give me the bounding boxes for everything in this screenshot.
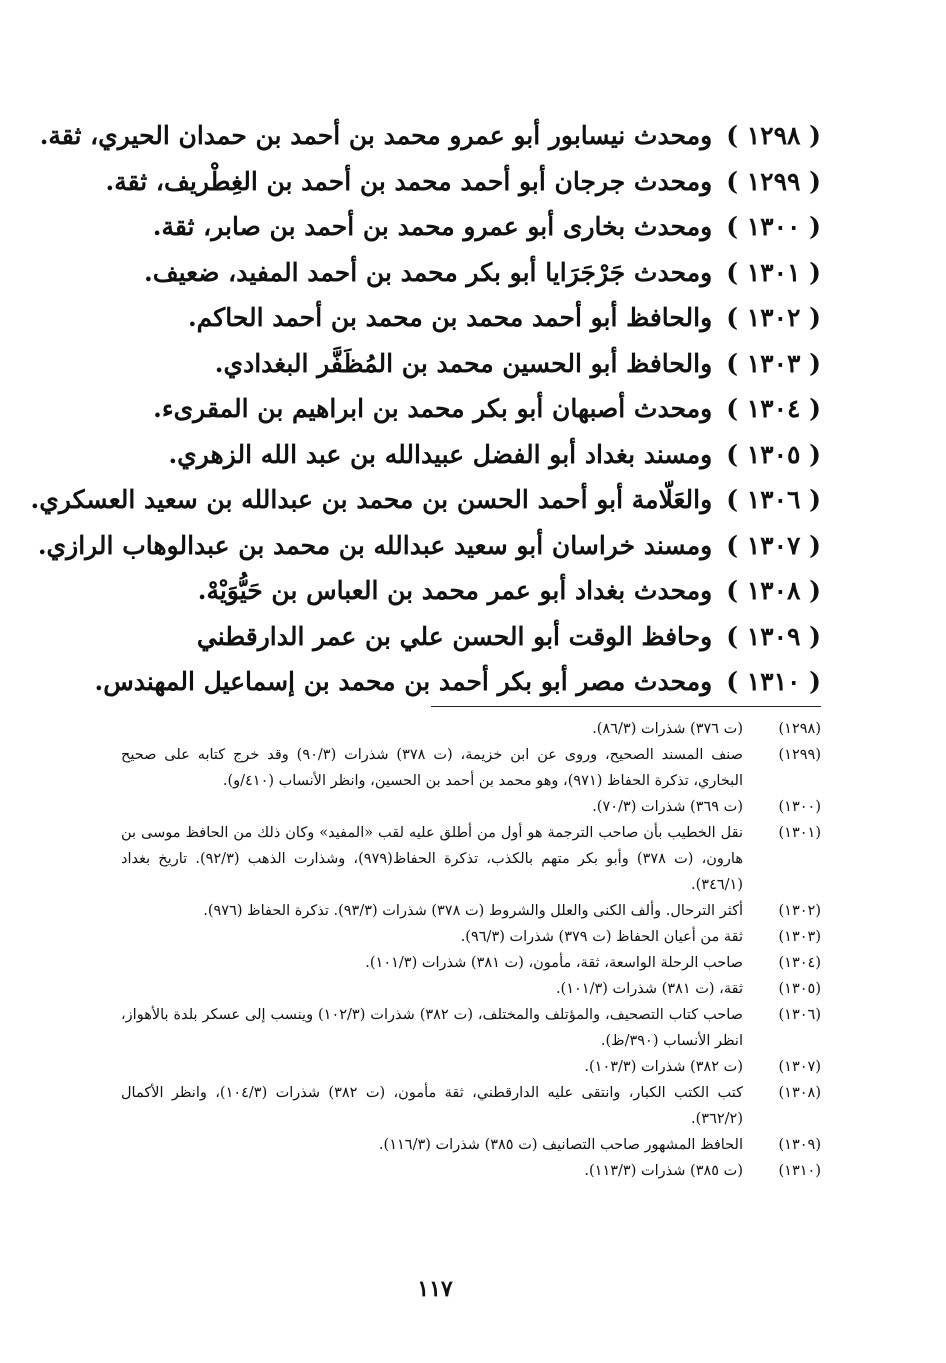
entry-1298 [39, 113, 821, 159]
footnote-1300 [121, 794, 821, 820]
entry-number: ( ١٣٠٠ ) [726, 212, 821, 241]
footnote-text: كتب الكتب الكبار، وانتقى عليه الدارقطني، ثقة مأمون، (ت ٣٨٢) شذرات (١٠٤/٣)، وانظر الأكمال (٣٦٢/٢). [121, 1085, 743, 1127]
footnote-number: (١٣٠٠) [778, 799, 821, 815]
footnote-text: صنف المسند الصحيح، وروى عن ابن خزيمة، (ت ٣٧٨) شذرات (٩٠/٣) وقد خرج كتابه على صحيح البخاري، تذكرة الحفاظ (٩٧١)، وهو محمد بن أحمد بن الحسين، وانظر الأنساب (٤١٠/و). [121, 747, 743, 789]
entry-text: والعَلّامة أبو أحمد الحسن بن محمد بن عبدالله بن سعيد العسكري. [30, 485, 713, 514]
footnote-1306 [121, 1002, 821, 1054]
entry-1302 [111, 295, 821, 341]
entry-text: والحافظ أبو أحمد محمد بن محمد بن أحمد الحاكم. [187, 303, 713, 332]
entry-text: ومسند خراسان أبو سعيد عبدالله بن محمد بن عبدالوهاب الرازي. [37, 530, 713, 560]
footnote-1309 [121, 1132, 821, 1158]
footnote-number: (١٣٠٦) [778, 1007, 821, 1023]
entry-number: ( ١٣٠٨ ) [726, 576, 821, 605]
footnote-text: نقل الخطيب بأن صاحب الترجمة هو أول من أطلق عليه لقب «المفيد» وكان ذلك من الحافظ موسى بن هارون، (ت ٣٧٨) وأبو بكر متهم بالكذب، تذكرة الحفاظ(٩٧٩)، وشذارت الذهب (٩٢/٣). تاريخ بغداد (٣٤٦/١). [121, 825, 743, 893]
entry-number: ( ١٢٩٨ ) [726, 121, 821, 150]
entry-text: وحافظ الوقت أبو الحسن علي بن عمر الدارقطني [196, 621, 713, 651]
entry-1306 [30, 477, 821, 523]
footnote-text: (ت ٣٦٩) شذرات (٧٠/٣). [592, 799, 743, 815]
footnote-number: (١٣٠٥) [778, 981, 821, 997]
footnote-1299 [121, 742, 821, 794]
entry-text: ومحدث جَرْجَرَايا أبو بكر محمد بن أحمد المفيد، ضعيف. [144, 257, 713, 287]
footnote-1307 [121, 1054, 821, 1080]
entry-1305 [111, 432, 821, 478]
entry-text: ومحدث نيسابور أبو عمرو محمد بن أحمد بن حمدان الحيري، ثقة. [39, 121, 713, 150]
entry-1299 [105, 159, 821, 205]
entry-1301 [111, 250, 821, 296]
footnote-1304 [121, 950, 821, 976]
footnote-1298 [121, 716, 821, 742]
entry-number: ( ١٣٠٣ ) [726, 348, 821, 378]
footnotes-list [121, 716, 821, 1184]
footnote-text: (ت ٣٨٢) شذرات (١٠٣/٣). [584, 1059, 743, 1075]
entry-text: ومحدث مصر أبو بكر أحمد بن محمد بن إسماعيل المهندس. [94, 667, 713, 696]
entry-number: ( ١٣١٠ ) [726, 667, 821, 696]
entry-number: ( ١٣٠١ ) [726, 257, 821, 287]
footnote-number: (١٢٩٨) [778, 721, 821, 737]
footnote-text: ثقة، (ت ٣٨١) شذرات (١٠١/٣). [555, 981, 743, 997]
footnote-text: الحافظ المشهور صاحب التصانيف (ت ٣٨٥) شذرات (١١٦/٣). [378, 1137, 743, 1153]
footnote-number: (١٣٠٧) [778, 1059, 821, 1075]
footnote-text: ثقة من أعيان الحفاظ (ت ٣٧٩) شذرات (٩٦/٣). [460, 929, 743, 945]
entry-number: ( ١٣٠٥ ) [726, 439, 821, 469]
entry-1309 [111, 614, 821, 660]
entry-number: ( ١٢٩٩ ) [726, 166, 821, 196]
footnote-number: (١٣٠١) [778, 825, 821, 841]
footnote-1305 [121, 976, 821, 1002]
footnote-number: (١٣٠٣) [778, 929, 821, 945]
footnote-1310 [121, 1158, 821, 1184]
entry-text: ومحدث أصبهان أبو بكر محمد بن ابراهيم بن المقرىء. [153, 394, 713, 423]
entry-text: ومسند بغداد أبو الفضل عبيدالله بن عبد الله الزهري. [168, 439, 713, 469]
entry-number: ( ١٣٠٢ ) [726, 303, 821, 332]
footnote-1303 [121, 924, 821, 950]
entry-1307 [37, 523, 821, 569]
footnote-text: أكثر الترحال. وألف الكنى والعلل والشروط (ت ٣٧٨) شذرات (٩٣/٣). تذكرة الحفاظ (٩٧٦). [203, 903, 743, 919]
footnote-text: (ت ٣٨٥) شذرات (١١٣/٣). [584, 1163, 743, 1179]
footnote-text: صاحب كتاب التصحيف، والمؤتلف والمختلف، (ت ٣٨٢) شذرات (١٠٢/٣) وينسب إلى عسكر بلدة بالأهواز، انظر الأنساب (٣٩٠/ظ). [121, 1007, 743, 1049]
entry-1303 [111, 341, 821, 387]
footnote-1308 [121, 1080, 821, 1132]
entry-1300 [111, 204, 821, 250]
entry-number: ( ١٣٠٧ ) [726, 530, 821, 560]
footnote-number: (١٣٠٩) [778, 1137, 821, 1153]
entry-text: ومحدث بغداد أبو عمر محمد بن العباس بن حَيُّوَيْهْ. [197, 576, 713, 605]
entry-1304 [111, 386, 821, 432]
footnote-1302 [121, 898, 821, 924]
footnote-number: (١٣٠٤) [778, 955, 821, 971]
footnote-number: (١٣١٠) [778, 1163, 821, 1179]
entry-1310 [94, 659, 821, 705]
footnote-text: (ت ٣٧٦) شذرات (٨٦/٣). [592, 721, 743, 737]
entry-text: ومحدث بخارى أبو عمرو محمد بن أحمد بن صابر، ثقة. [152, 212, 713, 241]
page-number: ١١٧ [417, 1276, 453, 1302]
entry-number: ( ١٣٠٦ ) [726, 485, 821, 514]
entry-number: ( ١٣٠٩ ) [726, 621, 821, 651]
footnote-text: صاحب الرحلة الواسعة، ثقة، مأمون، (ت ٣٨١) شذرات (١٠١/٣). [365, 955, 743, 971]
main-entries-list [30, 113, 821, 705]
entry-text: ومحدث جرجان أبو أحمد محمد بن أحمد بن الغِطْريف، ثقة. [105, 166, 713, 196]
footnote-number: (١٣٠٨) [778, 1085, 821, 1101]
footnote-number: (١٣٠٢) [778, 903, 821, 919]
entry-text: والحافظ أبو الحسين محمد بن المُظَفَّر البغدادي. [214, 348, 713, 378]
entry-number: ( ١٣٠٤ ) [726, 394, 821, 423]
entry-1308 [111, 568, 821, 614]
footnote-divider [431, 706, 821, 707]
footnote-1301 [121, 820, 821, 898]
footnote-number: (١٢٩٩) [778, 747, 821, 763]
